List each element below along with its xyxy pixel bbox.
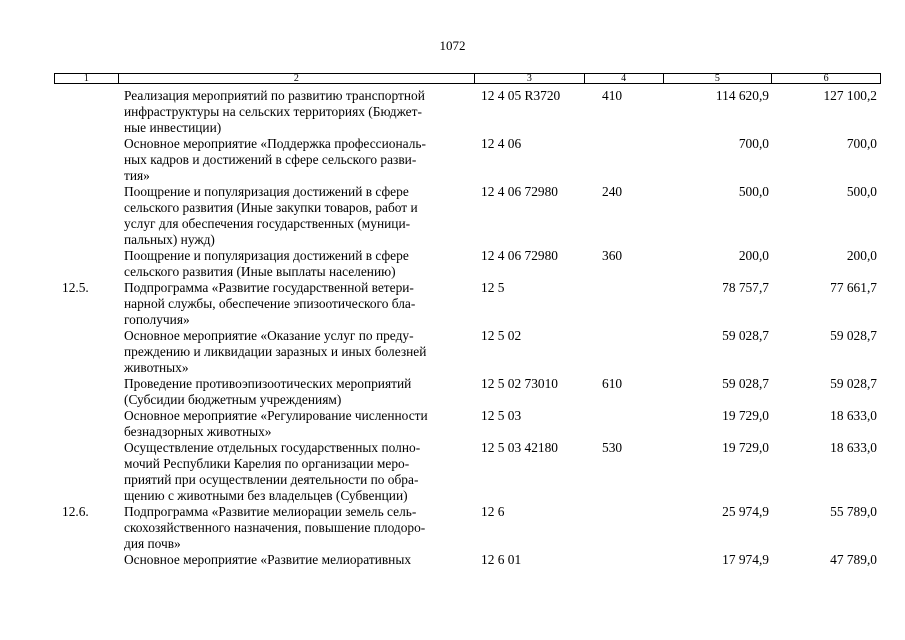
row-amount-2: 47 789,0 (830, 552, 877, 567)
row-amount-1: 500,0 (738, 184, 769, 199)
row-name-line: Поощрение и популяризация достижений в сфере (124, 248, 409, 263)
row-name-line: приятий при осуществлении деятельности по обра- (124, 472, 419, 487)
row-expense-type: 530 (602, 440, 623, 455)
row-name-line: Подпрограмма «Развитие государственной ветери- (124, 280, 414, 295)
row-name (118, 280, 475, 328)
row-amount-2: 18 633,0 (830, 440, 877, 455)
row-name-line: Осуществление отдельных государственных полно- (124, 440, 421, 455)
row-code: 12 5 02 (481, 328, 522, 343)
row-name-line: дия почв» (124, 536, 181, 551)
row-name-line: ных кадров и достижений в сфере сельского разви- (124, 152, 417, 167)
row-amount-1: 114 620,9 (715, 88, 769, 103)
table-header (54, 73, 881, 84)
table-row (54, 280, 881, 328)
table-row (54, 440, 881, 504)
row-number: 12.5. (62, 280, 89, 295)
row-expense-type (585, 136, 664, 184)
row-number (54, 376, 118, 408)
row-code: 12 5 (481, 280, 505, 295)
row-code: 12 4 06 72980 (481, 184, 558, 199)
row-name-line: мочий Республики Карелия по организации меро- (124, 456, 410, 471)
row-amount-2: 127 100,2 (823, 88, 877, 103)
row-amount-2: 200,0 (846, 248, 877, 263)
row-amount-1: 78 757,7 (722, 280, 769, 295)
row-name-line: Основное мероприятие «Регулирование численности (124, 408, 428, 423)
row-name-line: Подпрограмма «Развитие мелиорации земель сель- (124, 504, 417, 519)
row-code: 12 6 01 (481, 552, 522, 567)
row-name (118, 328, 475, 376)
row-name-line: Поощрение и популяризация достижений в сфере (124, 184, 409, 199)
row-number (54, 440, 118, 504)
table-row (54, 248, 881, 280)
row-number (54, 248, 118, 280)
row-name-line: Основное мероприятие «Развитие мелиоративных (124, 552, 412, 567)
row-name (118, 408, 475, 440)
row-name (118, 552, 475, 568)
row-name-line: нарной службы, обеспечение эпизоотического бла- (124, 296, 416, 311)
column-header-6: 6 (823, 73, 829, 84)
row-expense-type (585, 408, 664, 440)
row-number (54, 328, 118, 376)
row-amount-1: 19 729,0 (722, 408, 769, 423)
table-row (54, 136, 881, 184)
row-expense-type: 410 (602, 88, 623, 103)
row-name-line: Основное мероприятие «Поддержка профессиональ- (124, 136, 426, 151)
row-name-line: тия» (124, 168, 150, 183)
row-name-line: гополучия» (124, 312, 190, 327)
row-name (118, 504, 475, 552)
row-amount-1: 700,0 (738, 136, 769, 151)
row-code: 12 6 (481, 504, 505, 519)
row-number (54, 408, 118, 440)
table-row (54, 328, 881, 376)
row-name-line: услуг для обеспечения государственных (муници- (124, 216, 411, 231)
row-name-line: скохозяйственного назначения, повышение плодоро- (124, 520, 426, 535)
row-expense-type (585, 504, 664, 552)
table-row (54, 552, 881, 568)
table-row (54, 408, 881, 440)
column-header-4: 4 (585, 74, 664, 83)
row-number (54, 88, 118, 136)
row-amount-2: 500,0 (846, 184, 877, 199)
row-name-line: Реализация мероприятий по развитию транспортной (124, 88, 425, 103)
column-header-1: 1 (55, 74, 119, 83)
table-body (54, 88, 881, 568)
row-name (118, 136, 475, 184)
row-number (54, 136, 118, 184)
row-amount-1: 59 028,7 (722, 328, 769, 343)
row-code: 12 5 02 73010 (481, 376, 558, 391)
row-name (118, 376, 475, 408)
row-expense-type: 610 (602, 376, 623, 391)
row-name-line: Проведение противоэпизоотических мероприятий (124, 376, 412, 391)
row-amount-2: 59 028,7 (830, 376, 877, 391)
row-name-line: пальных) нужд) (124, 232, 215, 247)
table-row (54, 376, 881, 408)
column-header-3: 3 (475, 74, 585, 83)
row-name-line: преждению и ликвидации заразных и иных болезней (124, 344, 427, 359)
page-number: 1072 (439, 38, 466, 53)
row-expense-type (585, 328, 664, 376)
row-amount-2: 700,0 (846, 136, 877, 151)
row-amount-1: 59 028,7 (722, 376, 769, 391)
row-code: 12 5 03 (481, 408, 522, 423)
row-name-line: (Субсидии бюджетным учреждениям) (124, 392, 342, 407)
row-number (54, 552, 118, 568)
row-name-line: животных» (124, 360, 189, 375)
row-amount-1: 17 974,9 (722, 552, 769, 567)
column-header-2: 2 (119, 74, 475, 83)
row-name (118, 440, 475, 504)
table-row (54, 88, 881, 136)
row-amount-2: 77 661,7 (830, 280, 877, 295)
row-expense-type (585, 552, 664, 568)
row-amount-1: 200,0 (738, 248, 769, 263)
row-number (54, 184, 118, 248)
row-name (118, 248, 475, 280)
row-expense-type: 240 (602, 184, 623, 199)
row-name-line: щению с животными без владельцев (Субвенции) (124, 488, 408, 503)
row-name-line: инфраструктуры на сельских территориях (Бюджет- (124, 104, 422, 119)
row-amount-2: 55 789,0 (830, 504, 877, 519)
row-name-line: ные инвестиции) (124, 120, 222, 135)
row-name-line: сельского развития (Иные закупки товаров, работ и (124, 200, 418, 215)
row-name (118, 88, 475, 136)
row-amount-2: 59 028,7 (830, 328, 877, 343)
row-code: 12 5 03 42180 (481, 440, 558, 455)
row-name-line: безнадзорных животных» (124, 424, 272, 439)
row-code: 12 4 06 (481, 136, 522, 151)
row-name (118, 184, 475, 248)
row-expense-type (585, 280, 664, 328)
row-name-line: сельского развития (Иные выплаты населению) (124, 264, 396, 279)
row-amount-2: 18 633,0 (830, 408, 877, 423)
column-header-5: 5 (664, 74, 773, 83)
row-amount-1: 25 974,9 (722, 504, 769, 519)
row-code: 12 4 06 72980 (481, 248, 558, 263)
row-amount-1: 19 729,0 (722, 440, 769, 455)
row-expense-type: 360 (602, 248, 623, 263)
row-name-line: Основное мероприятие «Оказание услуг по преду- (124, 328, 414, 343)
row-code: 12 4 05 R3720 (481, 88, 561, 103)
table-row (54, 504, 881, 552)
table-row (54, 184, 881, 248)
row-number: 12.6. (62, 504, 89, 519)
